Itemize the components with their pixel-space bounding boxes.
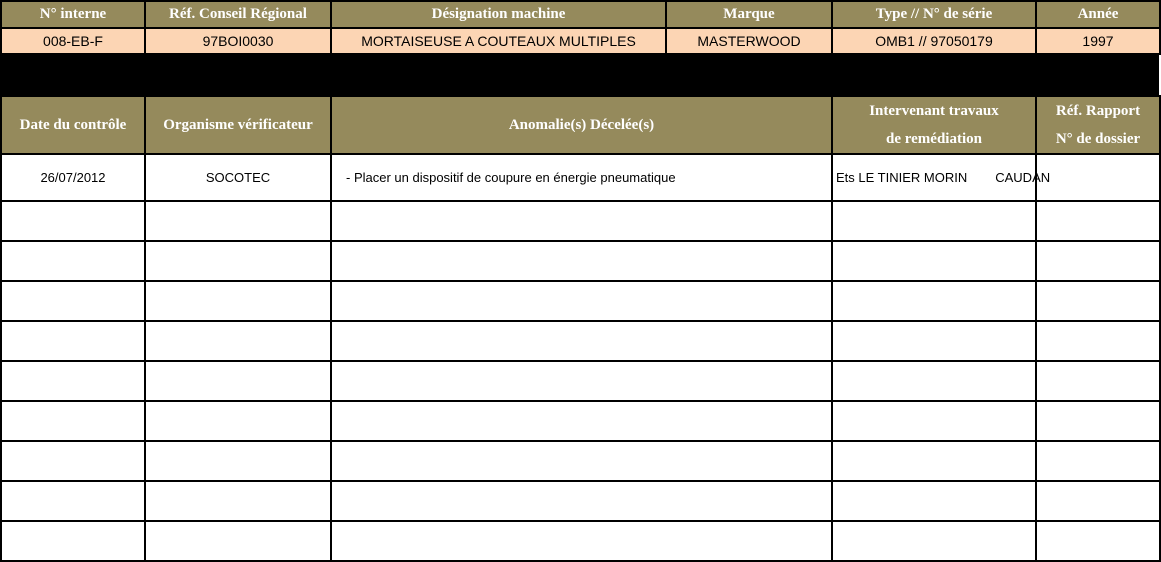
empty-cell[interactable] [1, 361, 145, 401]
empty-cell[interactable] [1, 401, 145, 441]
empty-cell[interactable] [331, 401, 832, 441]
table-row [1, 241, 1160, 281]
cell-marque[interactable]: MASTERWOOD [666, 28, 832, 54]
empty-cell[interactable] [1, 441, 145, 481]
empty-cell[interactable] [832, 361, 1036, 401]
cell-intervenant[interactable] [832, 154, 1051, 201]
empty-cell[interactable] [331, 481, 832, 521]
empty-cell[interactable] [832, 401, 1036, 441]
empty-cell[interactable] [331, 441, 832, 481]
empty-cell[interactable] [1, 281, 145, 321]
empty-cell[interactable] [145, 201, 331, 241]
cell-ref-rapport[interactable] [1036, 154, 1160, 201]
empty-cell[interactable] [145, 281, 331, 321]
machine-table [0, 0, 1161, 55]
cell-anomalie[interactable]: - Placer un dispositif de coupure en énergie pneumatique [331, 154, 832, 201]
empty-cell[interactable] [331, 201, 832, 241]
cell-n-interne[interactable]: 008-EB-F [1, 28, 145, 54]
cell-date[interactable]: 26/07/2012 [1, 154, 145, 201]
table-row [1, 321, 1160, 361]
header-designation: Désignation machine [331, 1, 666, 28]
intervenant-city: CAUDAN [995, 170, 1051, 185]
empty-cell[interactable] [832, 281, 1036, 321]
empty-cell[interactable] [1036, 441, 1160, 481]
empty-cell[interactable] [832, 201, 1036, 241]
table-row [1, 201, 1160, 241]
empty-cell[interactable] [1036, 521, 1160, 561]
cell-organisme[interactable]: SOCOTEC [145, 154, 331, 201]
table-row [1, 361, 1160, 401]
empty-cell[interactable] [331, 361, 832, 401]
control-header-row [1, 96, 1160, 154]
empty-cell[interactable] [1036, 361, 1160, 401]
empty-cell[interactable] [145, 481, 331, 521]
empty-cell[interactable] [1, 201, 145, 241]
empty-cell[interactable] [145, 321, 331, 361]
empty-cell[interactable] [145, 521, 331, 561]
empty-cell[interactable] [832, 321, 1036, 361]
empty-cell[interactable] [1036, 201, 1160, 241]
cell-annee[interactable]: 1997 [1036, 28, 1160, 54]
empty-cell[interactable] [832, 241, 1036, 281]
header-intervenant-line1: Intervenant travaux [869, 103, 999, 119]
table-row [1, 281, 1160, 321]
header-marque: Marque [666, 1, 832, 28]
separator-band [0, 55, 1159, 95]
empty-cell[interactable] [145, 361, 331, 401]
empty-cell[interactable] [145, 241, 331, 281]
empty-cell[interactable] [832, 481, 1036, 521]
machine-header-row [1, 1, 1160, 28]
empty-cell[interactable] [1, 241, 145, 281]
empty-cell[interactable] [1036, 401, 1160, 441]
machine-data-row [1, 28, 1160, 54]
header-ref-conseil: Réf. Conseil Régional [145, 1, 331, 28]
header-intervenant [832, 96, 1036, 154]
empty-cell[interactable] [1, 521, 145, 561]
intervenant-name: Ets LE TINIER MORIN [836, 170, 968, 185]
header-n-interne: N° interne [1, 1, 145, 28]
header-organisme: Organisme vérificateur [145, 96, 331, 154]
table-row [1, 154, 1160, 201]
header-anomalies: Anomalie(s) Décelée(s) [331, 96, 832, 154]
header-type-serie: Type // N° de série [832, 1, 1036, 28]
header-ref-line2: N° de dossier [1055, 131, 1141, 147]
empty-cell[interactable] [145, 441, 331, 481]
header-annee: Année [1036, 1, 1160, 28]
empty-cell[interactable] [832, 441, 1036, 481]
empty-cell[interactable] [1036, 281, 1160, 321]
header-intervenant-line2: de remédiation [886, 131, 982, 147]
cell-ref-conseil[interactable]: 97BOI0030 [145, 28, 331, 54]
empty-cell[interactable] [331, 281, 832, 321]
empty-cell[interactable] [832, 521, 1036, 561]
empty-cell[interactable] [331, 241, 832, 281]
header-ref-rapport [1036, 96, 1160, 154]
control-table [0, 95, 1161, 562]
empty-cell[interactable] [1036, 481, 1160, 521]
empty-cell[interactable] [1036, 241, 1160, 281]
cell-type-serie[interactable]: OMB1 // 97050179 [832, 28, 1036, 54]
empty-cell[interactable] [1, 321, 145, 361]
table-row [1, 521, 1160, 561]
table-row [1, 441, 1160, 481]
header-ref-line1: Réf. Rapport [1055, 103, 1141, 119]
header-date-controle: Date du contrôle [1, 96, 145, 154]
empty-cell[interactable] [1, 481, 145, 521]
table-row [1, 401, 1160, 441]
table-row [1, 481, 1160, 521]
cell-designation[interactable]: MORTAISEUSE A COUTEAUX MULTIPLES [331, 28, 666, 54]
empty-cell[interactable] [331, 521, 832, 561]
empty-cell[interactable] [145, 401, 331, 441]
empty-cell[interactable] [1036, 321, 1160, 361]
empty-cell[interactable] [331, 321, 832, 361]
